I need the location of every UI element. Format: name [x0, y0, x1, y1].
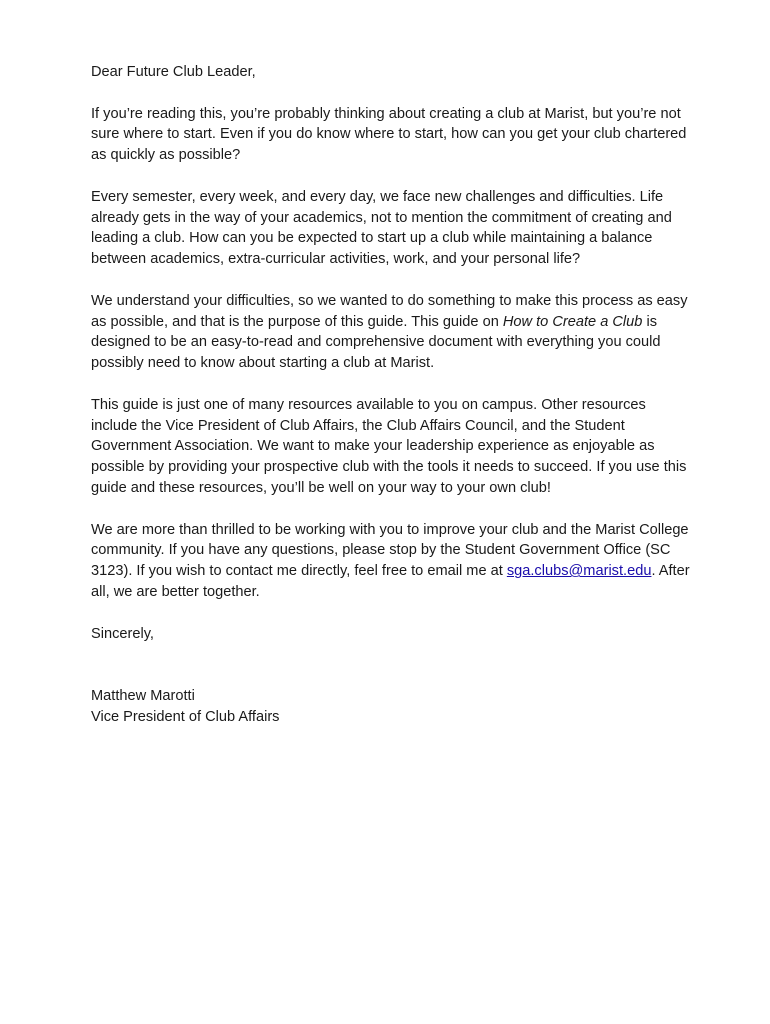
paragraph-purpose-text-end: is designed to be an easy-to-read and comprehensive document with everything you could possibly need to know about starting a club at Marist.	[91, 313, 661, 372]
paragraph-contact	[91, 520, 691, 603]
paragraph-contact-text-end: . After all, we are better together.	[91, 563, 690, 600]
paragraph-resources: This guide is just one of many resources available to you on campus. Other resources include the Vice President of Club Affairs, the Club Affairs Council, and the Student Government Association. We want to make your leadership experience as enjoyable as possible by providing your prospective club with the tools it needs to succeed. If you use this guide and these resources, you’ll be well on your way to your own club!	[91, 396, 687, 496]
letter-body	[91, 62, 691, 728]
signature-name: Matthew Marotti	[91, 687, 195, 704]
signature-block	[91, 686, 691, 728]
letter-closing: Sincerely,	[91, 625, 154, 642]
signature-title: Vice President of Club Affairs	[91, 708, 280, 725]
paragraph-challenges: Every semester, every week, and every day, we face new challenges and difficulties. Life already gets in the way of your academics, not to mention the commitment of creating and leading a club. How can you be expected to start up a club while maintaining a balance between academics, extra-curricular activities, work, and your personal life?	[91, 188, 672, 268]
paragraph-contact-text-start: We are more than thrilled to be working with you to improve your club and the Marist College community. If you have any questions, please stop by the Student Government Office (SC 3123). If you wish to contact me directly, feel free to email me at	[91, 521, 689, 580]
paragraph-intro: If you’re reading this, you’re probably thinking about creating a club at Marist, but you’re not sure where to start. Even if you do know where to start, how can you get your club chartered as quickly as possible?	[91, 105, 687, 164]
paragraph-purpose-text-start: We understand your difficulties, so we wanted to do something to make this process as easy as possible, and that is the purpose of this guide. This guide on	[91, 292, 688, 330]
paragraph-purpose	[91, 291, 691, 374]
letter-greeting: Dear Future Club Leader,	[91, 64, 256, 80]
email-link[interactable]: sga.clubs@marist.edu	[506, 563, 652, 580]
guide-title: How to Create a Club	[502, 313, 643, 330]
